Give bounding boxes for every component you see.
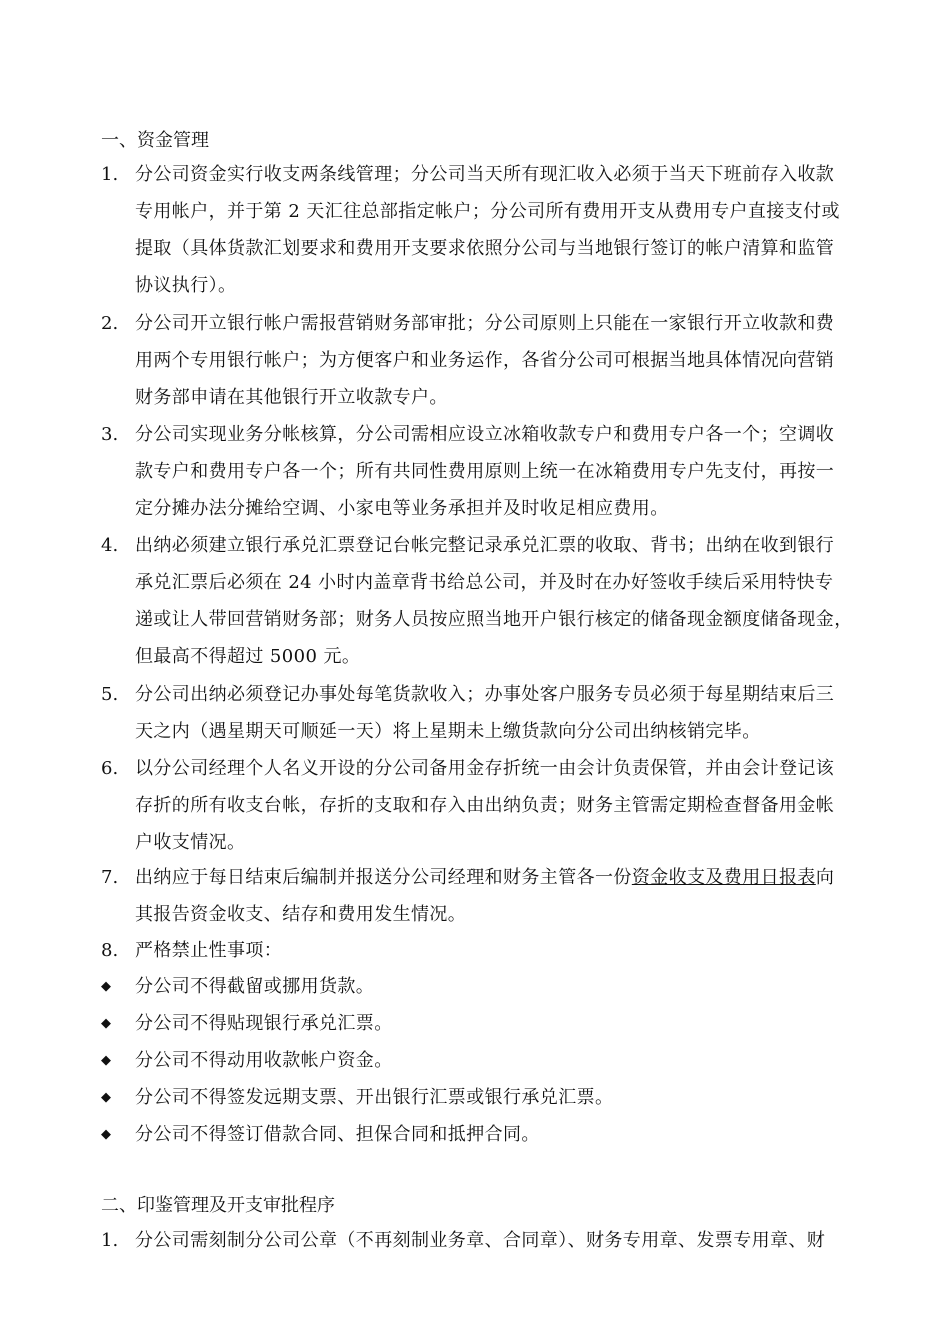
text-line: 分公司需刻制分公司公章（不再刻制业务章、合同章）、财务专用章、发票专用章、财 [135,1230,826,1251]
list-item-text [135,1222,881,1259]
text-line: 递或让人带回营销财务部；财务人员按应照当地开户银行核定的储备现金额度储备现金， [135,609,853,630]
list-item-text [135,156,881,304]
list-number: 4. [101,535,119,556]
list-item-text [135,527,881,675]
list-item-text [135,932,881,969]
list-item [101,859,881,933]
text-line: 承兑汇票后必须在 24 小时内盖章背书给总公司，并及时在办好签收手续后采用特快专 [135,572,834,593]
list-number: 8. [101,940,119,961]
text-line: 其报告资金收支、结存和费用发生情况。 [135,904,467,925]
bullet-item [101,1116,881,1153]
text-line: 提取（具体货款汇划要求和费用开支要求依照分公司与当地银行签订的帐户清算和监管 [135,238,835,259]
text-line: 分公司实现业务分帐核算，分公司需相应设立冰箱收款专户和费用专户各一个；空调收 [135,424,835,445]
text-segment: 向 [815,867,835,888]
text-line: 专用帐户，并于第 2 天汇往总部指定帐户；分公司所有费用开支从费用专户直接支付或 [135,201,840,222]
bullet-item [101,1079,881,1116]
list-item [101,156,881,304]
diamond-bullet-icon: ◆ [101,1053,111,1068]
list-item [101,416,881,527]
text-line: 存折的所有收支台帐，存折的支取和存入由出纳负责；财务主管需定期检查督备用金帐 [135,795,835,816]
list-number: 5. [101,684,119,705]
list-number: 6. [101,758,119,779]
list-item [101,750,881,861]
bullet-item [101,968,881,1005]
list-item-text [135,676,881,750]
text-line: 以分公司经理个人名义开设的分公司备用金存折统一由会计负责保管，并由会计登记该 [135,758,835,779]
bullet-item [101,1042,881,1079]
text-line [135,859,881,896]
list-number: 1. [101,164,119,185]
section-heading-funds: 一、资金管理 [101,130,209,151]
text-segment: 出纳应于每日结束后编制并报送分公司经理和财务主管各一份 [135,867,632,888]
bullet-item [101,1005,881,1042]
text-line: 出纳必须建立银行承兑汇票登记台帐完整记录承兑汇票的收取、背书；出纳在收到银行 [135,535,835,556]
text-line: 协议执行）。 [135,275,237,296]
bullet-text: 分公司不得截留或挪用货款。 [135,976,375,997]
list-number: 2. [101,313,119,334]
bullet-text: 分公司不得签订借款合同、担保合同和抵押合同。 [135,1124,540,1145]
list-item-text [135,416,881,527]
text-line: 分公司开立银行帐户需报营销财务部审批；分公司原则上只能在一家银行开立收款和费 [135,313,835,334]
list-number: 7. [101,867,119,888]
diamond-bullet-icon: ◆ [101,979,111,994]
list-item-text [135,750,881,861]
list-item [101,1222,881,1259]
list-number: 3. [101,424,119,445]
section-heading-seals: 二、印鉴管理及开支审批程序 [101,1195,335,1216]
diamond-bullet-icon: ◆ [101,1016,111,1031]
bullet-text: 分公司不得签发远期支票、开出银行汇票或银行承兑汇票。 [135,1087,614,1108]
list-number: 1. [101,1230,119,1251]
report-form-link[interactable]: 资金收支及费用日报表 [631,867,816,888]
list-item-text [135,859,881,933]
text-line: 严格禁止性事项： [135,940,283,961]
text-line: 但最高不得超过 5000 元。 [135,646,361,667]
diamond-bullet-icon: ◆ [101,1090,111,1105]
list-item-text [135,305,881,416]
text-line: 财务部申请在其他银行开立收款专户。 [135,387,448,408]
text-line: 分公司出纳必须登记办事处每笔货款收入；办事处客户服务专员必须于每星期结束后三 [135,684,835,705]
text-line: 户收支情况。 [135,832,246,853]
list-item [101,932,881,969]
list-item [101,527,881,675]
bullet-text: 分公司不得贴现银行承兑汇票。 [135,1013,393,1034]
diamond-bullet-icon: ◆ [101,1127,111,1142]
text-line: 分公司资金实行收支两条线管理；分公司当天所有现汇收入必须于当天下班前存入收款 [135,164,835,185]
text-line: 款专户和费用专户各一个；所有共同性费用原则上统一在冰箱费用专户先支付，再按一 [135,461,835,482]
text-line: 天之内（遇星期天可顺延一天）将上星期未上缴货款向分公司出纳核销完毕。 [135,721,761,742]
bullet-text: 分公司不得动用收款帐户资金。 [135,1050,393,1071]
text-line: 用两个专用银行帐户；为方便客户和业务运作，各省分公司可根据当地具体情况向营销 [135,350,835,371]
list-item [101,676,881,750]
list-item [101,305,881,416]
text-line: 定分摊办法分摊给空调、小家电等业务承担并及时收足相应费用。 [135,498,669,519]
